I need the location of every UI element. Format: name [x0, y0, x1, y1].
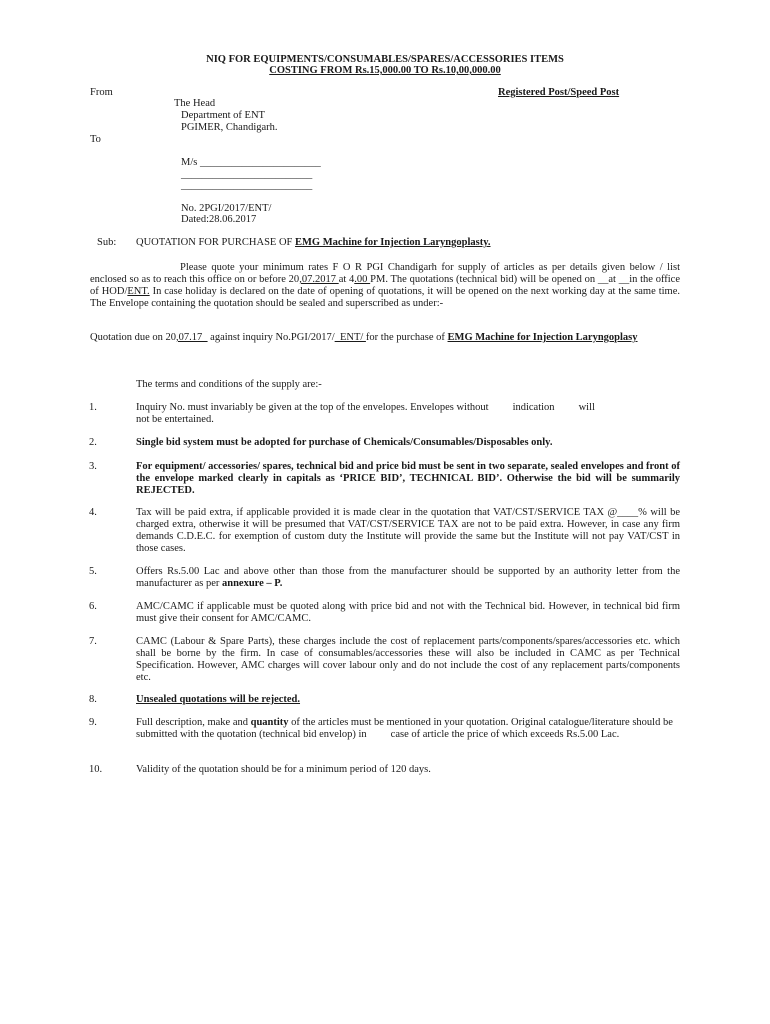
subject-prefix: QUOTATION FOR PURCHASE OF: [136, 237, 296, 248]
term-number: 6.: [89, 601, 97, 612]
document-subtitle: COSTING FROM Rs.15,000.00 TO Rs.10,00,000.00: [269, 65, 501, 76]
from-label: From: [90, 87, 113, 98]
superscription-paragraph: [90, 332, 680, 344]
para1-text-4: In case holiday is declared on the date of opening of quotations, it will be opened on the next working day at the same time. The Envelope containing the quotation should be sealed and superscribed as under:-: [90, 286, 681, 309]
subject-label: Sub:: [97, 237, 117, 248]
para1-department: ENT.: [127, 286, 150, 297]
term-9: [136, 717, 680, 741]
term-4: Tax will be paid extra, if applicable provided it is made clear in the quotation that VAT/CST/SERVICE TAX @____% will be charged extra, otherwise it will be presumed that VAT/CST/SERVICE TAX are not to be paid extra. However, in case any firm demands C.D.E.C. for exemption of custom duty the Institute will provide the same but the Institute will not pay VAT/CST in those cases.: [136, 507, 680, 554]
reference-date: Dated:28.06.2017: [181, 214, 257, 225]
addressee-blank-2: _________________________: [181, 180, 313, 191]
term-number: 3.: [89, 461, 97, 472]
term-number: 5.: [89, 566, 97, 577]
term-6: AMC/CAMC if applicable must be quoted along with price bid and not with the Technical bid. However, in technical bid firm must give their consent for AMC/CAMC.: [136, 601, 680, 624]
term-2: Single bid system must be adopted for purchase of Chemicals/Consumables/Disposables only.: [136, 437, 553, 448]
para1-text-2: at 4: [338, 274, 355, 285]
terms-heading: The terms and conditions of the supply are:-: [136, 379, 322, 390]
term-1: [136, 402, 680, 426]
para2-text-3: for the purchase of: [365, 332, 448, 343]
term-1-text-d: not be entertained.: [136, 414, 214, 425]
term-5-text: Offers Rs.5.00 Lac and above other than those from the manufacturer should be supported by an authority letter from the manufacturer as per: [136, 566, 680, 589]
from-line-1: The Head: [174, 98, 216, 109]
instruction-paragraph: [90, 262, 680, 310]
from-line-3: PGIMER, Chandigarh.: [181, 122, 278, 133]
para2-due-date: ,07.17_: [176, 332, 208, 343]
term-5: [136, 566, 680, 590]
term-number: 4.: [89, 507, 97, 518]
para1-text-1: Please quote your minimum rates F O R PGI Chandigarh for supply of articles as per details given below / list enclosed so as to reach this office on or before 20: [90, 262, 680, 285]
term-number: 8.: [89, 694, 97, 705]
subject-item: EMG Machine for Injection Laryngoplasty.: [295, 237, 491, 248]
term-9-text-d: case of article the price of which exceeds Rs.5.00 Lac.: [390, 729, 620, 740]
term-1-text-b: indication: [512, 402, 555, 413]
to-label: To: [90, 134, 101, 145]
term-10: Validity of the quotation should be for a minimum period of 120 days.: [136, 764, 431, 775]
para2-text-1: Quotation due on 20: [90, 332, 177, 343]
term-number: 10.: [89, 764, 103, 775]
from-line-2: Department of ENT: [181, 110, 265, 121]
addressee-blank-1: _________________________: [181, 169, 313, 180]
term-1-text: Inquiry No. must invariably be given at the top of the envelopes. Envelopes without: [136, 402, 489, 413]
term-number: 7.: [89, 636, 97, 647]
para2-item: EMG Machine for Injection Laryngoplasy: [447, 332, 638, 343]
para2-text-2: against inquiry No.PGI/2017/: [207, 332, 335, 343]
para1-due-date: ,07.2017: [299, 274, 339, 285]
term-9-text: Full description, make and: [136, 717, 251, 728]
post-type: Registered Post/Speed Post: [498, 87, 620, 98]
para2-inquiry-dept: _ENT/: [334, 332, 366, 343]
term-number: 1.: [89, 402, 97, 413]
term-number: 2.: [89, 437, 97, 448]
term-7: CAMC (Labour & Spare Parts), these charges include the cost of replacement parts/components/spares/accessories etc. which shall be borne by the firm. In case of consumables/accessories these will also be included in CAMC as per Technical Specification. However, AMC charges will cover labour only and do not include the cost of any replacement parts/components etc.: [136, 636, 680, 683]
para1-due-time: .00: [354, 274, 371, 285]
term-9-text-c: of the articles must be mentioned in your quotation. Original catalogue/literature should be submitted with the quotation (technical bid envelop) in: [136, 717, 673, 740]
reference-number: No. 2PGI/2017/ENT/: [181, 203, 272, 214]
term-8: Unsealed quotations will be rejected.: [136, 694, 301, 705]
term-5-annexure: annexure – P.: [222, 578, 283, 589]
term-number: 9.: [89, 717, 97, 728]
addressee-ms: M/s _______________________: [181, 157, 321, 168]
para1-text-3: PM. The quotations (technical bid) will be opened on __at __in the office of HOD/: [90, 274, 680, 297]
term-1-text-c: will: [578, 402, 595, 413]
subject-line: [136, 237, 696, 249]
term-9-quantity: quantity: [250, 717, 289, 728]
term-3: For equipment/ accessories/ spares, technical bid and price bid must be sent in two separate, sealed envelopes and front of the envelope marked clearly in capitals as ‘PRICE BID’, TECHNICAL BID’. Otherwise the bid will be summarily REJECTED.: [136, 461, 680, 496]
document-title: NIQ FOR EQUIPMENTS/CONSUMABLES/SPARES/ACCESSORIES ITEMS: [206, 54, 564, 65]
